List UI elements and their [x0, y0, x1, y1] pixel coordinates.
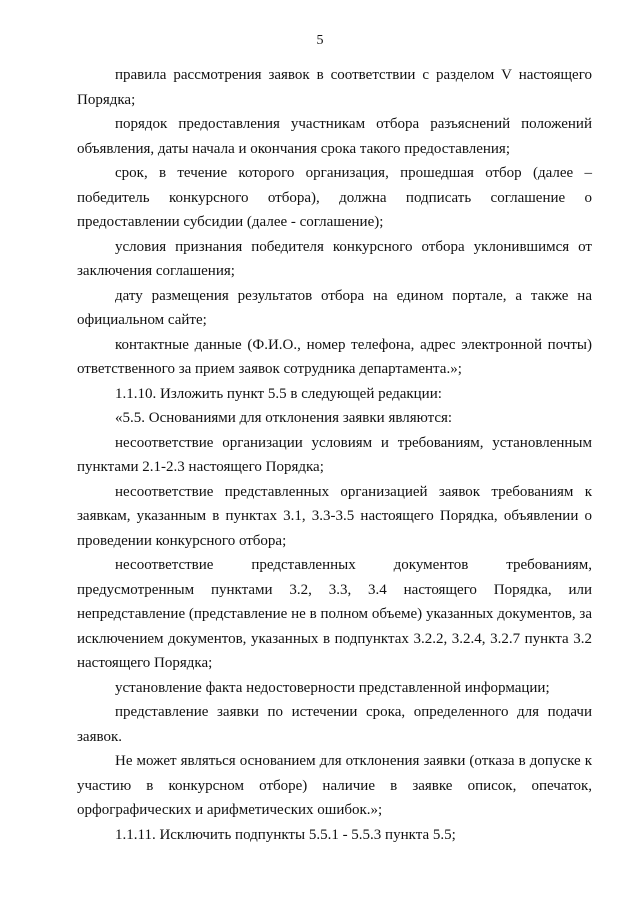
paragraph: Не может являться основанием для отклонения заявки (отказа в допуске к участию в конкурсном отборе) наличие в заявке описок, опечаток, орфографических и арифметических ошибок.»;: [77, 753, 592, 818]
paragraph: условия признания победителя конкурсного отбора уклонившимся от заключения соглашения;: [77, 238, 592, 279]
paragraph: дату размещения результатов отбора на едином портале, а также на официальном сайте;: [77, 287, 592, 328]
paragraph: 1.1.10. Изложить пункт 5.5 в следующей редакции:: [115, 385, 442, 402]
paragraph: срок, в течение которого организация, прошедшая отбор (далее – победитель конкурсного отбора), должна подписать соглашение о предоставлении субсидии (далее - соглашение);: [77, 165, 592, 230]
paragraph: правила рассмотрения заявок в соответствии с разделом V настоящего Порядка;: [77, 67, 592, 108]
paragraph: несоответствие представленных документов требованиям, предусмотренным пунктами 3.2, 3.3, 3.4 настоящего Порядка, или непредставление (представление не в полном объеме) указанных документов, за исключением документов, указанных в подпунктах 3.2.2, 3.2.4, 3.2.7 пункта 3.2 настоящего Порядка;: [77, 557, 592, 671]
paragraph: установление факта недостоверности представленной информации;: [115, 679, 550, 696]
paragraph: представление заявки по истечении срока, определенного для подачи заявок.: [77, 704, 592, 745]
paragraph: несоответствие представленных организацией заявок требованиям к заявкам, указанным в пунктах 3.1, 3.3-3.5 настоящего Порядка, объявлении о проведении конкурсного отбора;: [77, 483, 592, 549]
paragraph: «5.5. Основаниями для отклонения заявки являются:: [115, 410, 453, 426]
document-body: [77, 63, 592, 847]
paragraph: 1.1.11. Исключить подпункты 5.5.1 - 5.5.3 пункта 5.5;: [115, 826, 456, 843]
page-number: 5: [316, 33, 324, 48]
paragraph: контактные данные (Ф.И.О., номер телефона, адрес электронной почты) ответственного за прием заявок сотрудника департамента.»;: [77, 336, 592, 377]
paragraph: несоответствие организации условиям и требованиям, установленным пунктами 2.1-2.3 настоящего Порядка;: [77, 434, 592, 475]
paragraph: порядок предоставления участникам отбора разъяснений положений объявления, даты начала и окончания срока такого предоставления;: [77, 116, 592, 157]
